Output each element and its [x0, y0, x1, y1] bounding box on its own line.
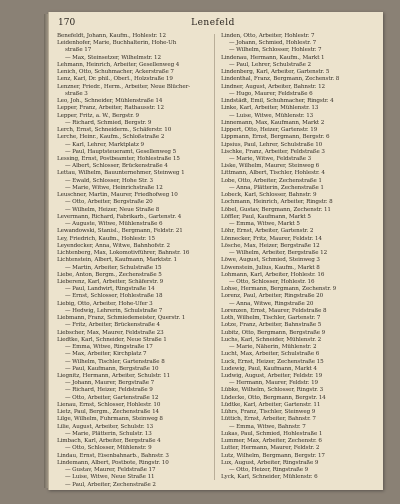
directory-entry: Lichtenstein, Albert, Kaufmann, Marktstr. 1 [57, 257, 177, 264]
directory-entry: — Emma, Witwe, Ringstraße 17 [65, 344, 153, 351]
directory-entry: Lukas, Paul, Schmied, Hohlestraße 1 [221, 430, 323, 437]
directory-entry: — Karl, Lehrer, Marktplatz 9 [65, 141, 144, 148]
directory-entry: Lüdtke, Karl, Arbeiter, Gartenstr. 11 [221, 401, 321, 408]
directory-entry: Benefeldt, Johann, Kaufm., Hohlestr. 12 [57, 33, 166, 39]
directory-entry: — Max, Steinsetzer, Wilhelmstr. 12 [65, 54, 161, 61]
directory-entry: Lüttich, Ernst, Arbeiter, Bahnstr. 7 [221, 416, 316, 423]
directory-entry: — Wilhelm, Heizer, Neue Straße 8 [65, 206, 160, 213]
directory-entry: Lohmann, Karl, Arbeiter, Hohlestr. 16 [221, 271, 325, 278]
directory-entry: — Hermann, Maurer, Feldstr. 19 [229, 380, 319, 387]
directory-entry: — Otto, Arbeiter, Bergstraße 20 [65, 199, 153, 206]
directory-entry: — Paul, Arbeiter, Zechenstraße 2 [65, 481, 156, 488]
directory-entry: Lotze, Franz, Arbeiter, Bahnstraße 5 [221, 322, 322, 329]
directory-entry: Linke, Karl, Arbeiter, Mühlenstr. 13 [221, 105, 319, 112]
directory-entry: Luck, Ernst, Heizer, Zechenstraße 15 [221, 358, 324, 365]
directory-entry: Lischke, Franz, Arbeiter, Feldstraße 3 [221, 148, 325, 155]
directory-entry: Lichtenberg, Max, Lokomotivführer, Bahnstr. 16 [57, 250, 190, 257]
directory-entry: Linden, Otto, Arbeiter, Hohlestr. 7 [221, 33, 315, 39]
page-header [54, 18, 372, 30]
directory-entry: Liegnitz, Hermann, Arbeiter, Schulstr. 11 [57, 373, 171, 380]
directory-entry: — Wilhelm, Tischler, Gartenstraße 8 [65, 358, 165, 365]
directory-entry: Lippert, Otto, Heizer, Gartenstr. 19 [221, 127, 318, 134]
directory-entry: Ludwig, August, Arbeiter, Feldstr. 19 [221, 373, 323, 380]
directory-entry: Lindenberg, Karl, Arbeiter, Gartenstr. 5 [221, 69, 330, 76]
directory-entry: Lösche, Max, Heizer, Bergstraße 12 [221, 242, 320, 249]
directory-entry: Liebmann, Franz, Schmiedemeister, Querstr. 1 [57, 315, 186, 322]
directory-entry: — Paul, Hauptsteueramt, Gesellenweg 5 [65, 148, 177, 155]
directory-entry: Löffler, Paul, Kaufmann, Markt 5 [221, 213, 311, 220]
directory-entry: Lienau, Ernst, Schlosser, Hohlestr. 10 [57, 401, 161, 408]
directory-entry: Lutter, Hermann, Maurer, Feldstr. 2 [221, 445, 320, 452]
directory-entry: Lindstädt, Emil, Schuhmacher, Ringstr. 4 [221, 98, 334, 105]
directory-entry: Lilie, August, Arbeiter, Schulstr. 13 [57, 423, 154, 430]
directory-entry: Lenich, Otto, Schuhmacher, Ackerstraße 7 [57, 69, 174, 76]
directory-entry: Lehmann, Heinrich, Arbeiter, Gesellenweg 4 [57, 61, 180, 68]
directory-entry: Lönnecker, Fritz, Maurer, Feldstr. 14 [221, 235, 322, 242]
directory-entry: Löwe, August, Schmied, Steinweg 3 [221, 257, 320, 264]
directory-entry: Lepper, Franz, Arbeiter, Rathausstr. 12 [57, 105, 164, 112]
directory-entry: Lindemann, Albert, Postbote, Ringstr. 10 [57, 459, 169, 466]
directory-entry: — Anna, Plätterin, Zechenstraße 1 [229, 184, 324, 191]
directory-entry: Levermann, Richard, Fabrikarb., Gartenstr. 4 [57, 213, 182, 220]
directory-entry: Lieberenz, Karl, Arbeiter, Schäferstr. 9 [57, 278, 164, 285]
directory-entry: — Ernst, Schlosser, Hohlestraße 18 [65, 293, 163, 300]
left-column [57, 33, 211, 489]
directory-entry: — Marie, Plätterin, Schulstr. 13 [65, 430, 152, 437]
directory-entry: Lindau, Ernst, Eisenbahnarb., Bahnstr. 3 [57, 452, 169, 459]
directory-entry: — Auguste, Witwe, Mühlenstraße 6 [65, 221, 163, 228]
directory-entry: Löhr, Ernst, Arbeiter, Gartenstr. 2 [221, 228, 314, 235]
directory-entry: Lubitz, Otto, Bergmann, Bergstraße 9 [221, 329, 326, 336]
directory-entry: — Paul, Kaufmann, Bergstraße 10 [65, 365, 159, 372]
directory-entry: — Max, Arbeiter, Kirchplatz 7 [65, 351, 147, 358]
directory-entry: Lerch, Ernst, Schneiderm., Schäferstr. 10 [57, 127, 172, 134]
directory-entry: — Emma, Witwe, Bahnstr. 7 [229, 423, 306, 430]
directory-entry: — Richard, Heizer, Feldstraße 9 [65, 387, 153, 394]
directory-entry: Lummer, Max, Arbeiter, Zechenstr. 6 [221, 438, 322, 445]
directory-entry: Lindenthal, Franz, Bergmann, Zechenstr. 8 [221, 76, 340, 83]
directory-entry: Leuschner, Martin, Maurer, Friedhofweg 10 [57, 192, 178, 199]
directory-entry: — Luise, Witwe, Mühlenstr. 13 [229, 112, 314, 119]
directory-entry: Lutz, Wilhelm, Bergmann, Bergstr. 17 [221, 452, 325, 459]
directory-entry: Lochmann, Heinrich, Arbeiter, Ringstr. 8 [221, 199, 333, 206]
running-head: Lenefeld [191, 18, 235, 28]
directory-entry: — Otto, Heizer, Ringstraße 9 [229, 467, 309, 474]
directory-entry: — Martin, Arbeiter, Schulstraße 15 [65, 264, 162, 271]
directory-entry: Linnemann, Max, Kaufmann, Markt 2 [221, 119, 325, 126]
directory-entry: — Paul, Lehrer, Schulstraße 2 [229, 61, 311, 68]
directory-entry: — Wilhelm, Schlosser, Hohlestr. 7 [229, 47, 322, 54]
directory-entry: — Johann, Schmied, Hohlestr. 7 [229, 40, 317, 47]
directory-entry: Littmann, Albert, Tischler, Hohlestr. 4 [221, 170, 325, 177]
directory-entry: Lindner, August, Arbeiter, Bahnstr. 12 [221, 83, 325, 90]
directory-entry: Leo, Joh., Schneider, Mühlenstraße 14 [57, 98, 163, 105]
directory-entry: Liebig, Otto, Arbeiter, Hohe-Ufer 3 [57, 300, 153, 307]
directory-entry: Leidenhofer, Marie, Buchhalterin, Hohe-Uh [57, 40, 177, 47]
directory-entry: — Gustav, Maurer, Feldstraße 17 [65, 467, 156, 474]
directory-entry: Loth, Wilhelm, Tischler, Gartenstr. 7 [221, 315, 321, 322]
directory-entry: Lüdecke, Otto, Bergmann, Bergstr. 14 [221, 394, 326, 401]
directory-entry: — Wilhelm, Arbeiter, Bergstraße 12 [229, 250, 328, 257]
directory-entry: — Otto, Schlosser, Mühlenstr. 9 [65, 445, 152, 452]
page-number: 170 [58, 18, 76, 28]
directory-entry: — Anna, Witwe, Ringstraße 20 [229, 300, 314, 307]
directory-entry: Lührs, Franz, Tischler, Steinweg 9 [221, 409, 316, 416]
directory-entry: Luchs, Karl, Schneider, Mühlenstr. 2 [221, 336, 322, 343]
directory-entry: Ludewig, Paul, Kaufmann, Markt 4 [221, 365, 317, 372]
directory-entry: — Emma, Witwe, Markt 5 [229, 221, 300, 228]
directory-entry: — Fritz, Arbeiter, Brückenstraße 4 [65, 322, 160, 329]
directory-entry: Lobe, Otto, Arbeiter, Zechenstraße 1 [221, 177, 322, 184]
directory-entry: — Hugo, Maurer, Feldstraße 6 [229, 90, 313, 97]
directory-entry: Liedtke, Karl, Schneider, Neue Straße 1 [57, 336, 167, 343]
directory-entry: Limbach, Karl, Arbeiter, Bergstraße 4 [57, 438, 161, 445]
directory-entry: Leyendecker, Anna, Witwe, Bahnhofstr. 2 [57, 242, 170, 249]
directory-entry: straße 3 [65, 90, 88, 97]
directory-entry: Löwenstein, Julius, Kaufm., Markt 8 [221, 264, 320, 271]
directory-entry: Lobeck, Karl, Schlosser, Bahnstr. 9 [221, 192, 317, 199]
directory-entry: Lorenzen, Ernst, Maurer, Feldstraße 8 [221, 307, 327, 314]
directory-entry: Löbel, Gustav, Bergmann, Zechenstr. 11 [221, 206, 331, 213]
directory-entry: — Richard, Schmied, Bergstr. 9 [65, 119, 152, 126]
directory-entry: Ley, Friedrich, Kaufm., Hohlestr. 15 [57, 235, 156, 242]
directory-entry: Liebe, Anton, Bergm., Zechenstraße 5 [57, 271, 162, 278]
directory-entry: — Albert, Schlosser, Brückenstraße 4 [65, 163, 168, 170]
directory-entry: — Marie, Witwe, Heinrichstraße 12 [65, 184, 163, 191]
directory-entry: Lübke, Wilhelm, Schlosser, Ringstr. 3 [221, 387, 324, 394]
directory-entry: Liebscher, Max, Maurer, Feldstraße 23 [57, 329, 164, 336]
directory-entry: Lerche, Heinr., Kaufm., Schloßstraße 2 [57, 134, 165, 141]
directory-entry: Lettau, Wilhelm, Bauunternehmer, Steinweg 1 [57, 170, 185, 177]
directory-entry: Liske, Wilhelm, Maurer, Steinweg 6 [221, 163, 320, 170]
column-divider [214, 34, 215, 480]
directory-entry: Lenz, Karl, Dr. phil., Oberl., Holzstraße 19 [57, 76, 173, 83]
directory-entry: — Luise, Witwe, Neue Straße 11 [65, 474, 155, 481]
directory-entry: — Otto, Arbeiter, Gartenstraße 12 [65, 394, 159, 401]
directory-entry: Lipsius, Paul, Lehrer, Schulstraße 10 [221, 141, 323, 148]
directory-entry: Lippmann, Ernst, Bergmann, Bergstr. 6 [221, 134, 330, 141]
directory-entry: Lessing, Ernst, Postbeamter, Hohlestraße 15 [57, 155, 180, 162]
directory-entry: Lucht, Max, Arbeiter, Schulstraße 6 [221, 351, 320, 358]
directory-entry: Lux, August, Arbeiter, Ringstraße 9 [221, 459, 319, 466]
directory-entry: Lindenau, Hermann, Kaufm., Markt 1 [221, 54, 325, 61]
directory-entry: Lenzner, Friedr., Herm., Arbeiter, Neue Blücher- [57, 83, 191, 90]
directory-entry: — Marie, Witwe, Feldstraße 3 [229, 155, 312, 162]
directory-entry: Lyck, Karl, Schneider, Mühlenstr. 6 [221, 474, 318, 481]
directory-entry: straße 17 [65, 47, 92, 54]
directory-entry: — Paul, Landwirt, Ringstraße 14 [65, 286, 155, 293]
directory-entry: — Hedwig, Lehrerin, Schulstraße 7 [65, 307, 163, 314]
directory-entry: Lilge, Wilhelm, Fuhrmann, Steinweg 8 [57, 416, 163, 423]
directory-entry: Lohse, Hermann, Bergmann, Zechenstr. 9 [221, 286, 337, 293]
directory-entry: — Marie, Näherin, Mühlenstr. 2 [229, 344, 317, 351]
directory-entry: Lorenz, Paul, Arbeiter, Ringstraße 20 [221, 293, 324, 300]
directory-entry: Lietz, Paul, Bergm., Zechenstraße 14 [57, 409, 159, 416]
directory-entry: Lepper, Fritz, a. W., Bergstr. 9 [57, 112, 139, 119]
directory-entry: — Johann, Maurer, Bergstraße 7 [65, 380, 155, 387]
right-column [221, 33, 375, 482]
directory-entry: Lewandowski, Stanisl., Bergmann, Feldstr. 21 [57, 228, 183, 235]
directory-entry: — Otto, Schlosser, Hohlestr. 16 [229, 278, 315, 285]
directory-entry: — Ewald, Schlosser, Hohe Str. 3 [65, 177, 153, 184]
